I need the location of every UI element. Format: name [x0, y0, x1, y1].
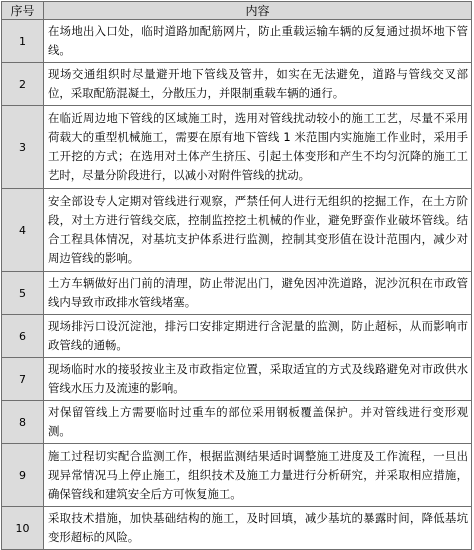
table-row — [2, 189, 472, 272]
header-serial-number: 序号 — [2, 2, 44, 20]
table-row — [2, 20, 472, 63]
row-content: 在临近周边地下管线的区域施工时，选用对管线扰动较小的施工工艺，尽量不采用荷载大的重型机械施工，需要在原有地下管线 1 米范围内实施施工作业时，采用手工开挖的方式；在选用对土体产生挤压、引起土体变形和产生不均匀沉降的施工工艺时，尽量分阶段进行，以减小对附件管线的扰动。 — [44, 106, 472, 189]
row-content: 现场临时水的接驳按业主及市政指定位置，采取适宜的方式及线路避免对市政供水管线水压力及流速的影响。 — [44, 358, 472, 401]
row-content: 采取技术措施，加快基础结构的施工，及时回填，减少基坑的暴露时间，降低基坑变形超标的风险。 — [44, 507, 472, 550]
table-row — [2, 401, 472, 444]
row-number: 1 — [2, 20, 44, 63]
table-row — [2, 63, 472, 106]
row-content: 安全部设专人定期对管线进行观察，严禁任何人进行无组织的挖掘工作，在土方阶段，对土方进行管线交底，控制监控挖土机械的作业，避免野蛮作业破坏管线。结合工程具体情况，对基坑支护体系进行监测，控制其变形值在设计范围内，减少对周边管线的影响。 — [44, 189, 472, 272]
table-row — [2, 444, 472, 507]
table-row — [2, 358, 472, 401]
row-number: 10 — [2, 507, 44, 550]
row-content: 现场交通组织时尽量避开地下管线及管井，如实在无法避免，道路与管线交叉部位，采取配筋混凝土，分散压力，并限制重载车辆的通行。 — [44, 63, 472, 106]
row-number: 4 — [2, 189, 44, 272]
table-row — [2, 106, 472, 189]
row-content: 在场地出入口处，临时道路加配筋网片，防止重载运输车辆的反复通过损坏地下管线。 — [44, 20, 472, 63]
header-content: 内容 — [44, 2, 472, 20]
table-row — [2, 272, 472, 315]
row-content: 土方车辆做好出门前的清理，防止带泥出门，避免因冲洗道路，泥沙沉积在市政管线内导致市政排水管线堵塞。 — [44, 272, 472, 315]
row-content: 施工过程切实配合监测工作，根据监测结果适时调整施工进度及工作流程，一旦出现异常情况马上停止施工，组织技术及施工力量进行分析研究，并采取相应措施，确保管线和建筑安全后方可恢复施工。 — [44, 444, 472, 507]
row-content: 对保留管线上方需要临时过重车的部位采用钢板覆盖保护。并对管线进行变形观测。 — [44, 401, 472, 444]
measures-table-container — [1, 1, 471, 550]
row-number: 7 — [2, 358, 44, 401]
row-number: 9 — [2, 444, 44, 507]
row-content: 现场排污口设沉淀池，排污口安排定期进行含泥量的监测，防止超标，从而影响市政管线的通畅。 — [44, 315, 472, 358]
row-number: 6 — [2, 315, 44, 358]
row-number: 5 — [2, 272, 44, 315]
row-number: 8 — [2, 401, 44, 444]
row-number: 3 — [2, 106, 44, 189]
table-row — [2, 315, 472, 358]
measures-table — [1, 1, 472, 550]
table-header-row — [2, 2, 472, 20]
row-number: 2 — [2, 63, 44, 106]
table-row — [2, 507, 472, 550]
